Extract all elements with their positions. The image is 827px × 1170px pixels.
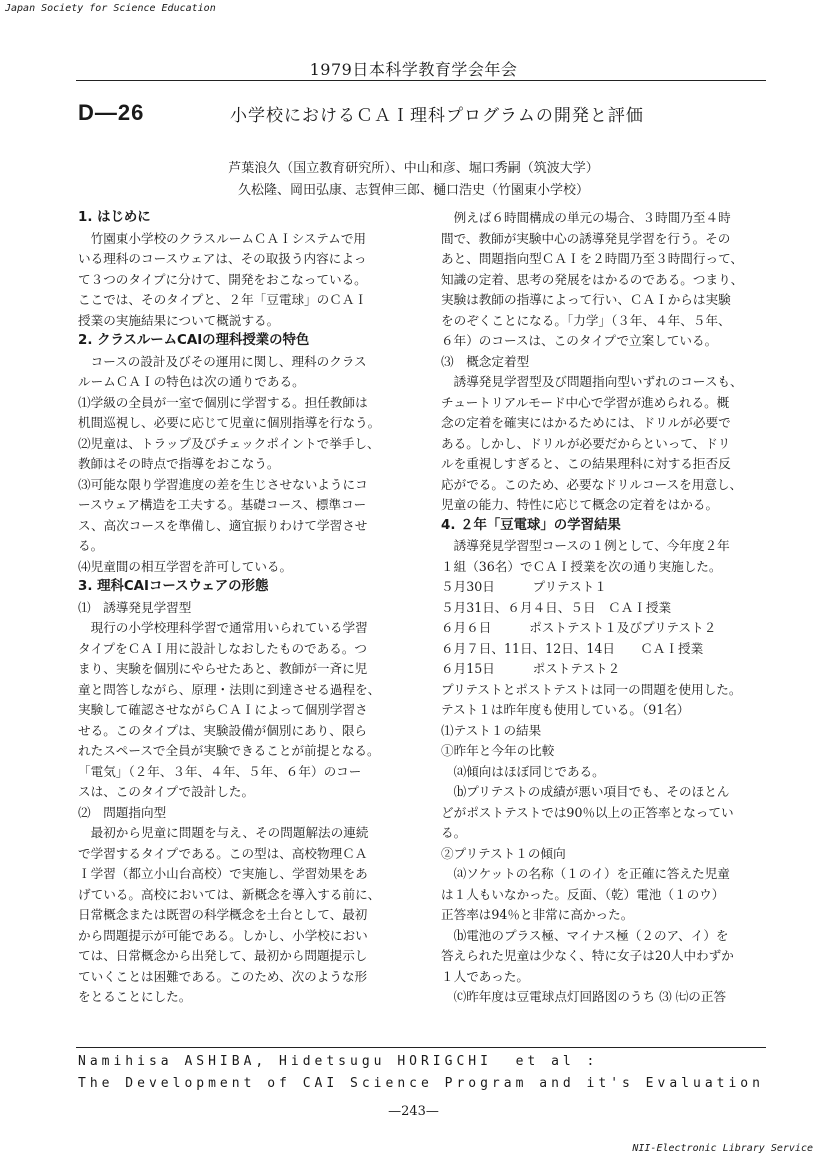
left-column — [78, 208, 423, 1008]
text-line: 正答率は94％と非常に高かった。 — [441, 907, 634, 922]
text-line: まり、実験を個別にやらせたあと、教師が一斉に児 — [78, 661, 368, 676]
text-line: プリテストとポストテストは同一の問題を使用した。 — [441, 681, 742, 697]
right-column — [441, 208, 781, 1008]
text-line: ルームＣＡＩの特色は次の通りである。 — [78, 374, 305, 389]
conference-title: 1979日本科学教育学会年会 — [309, 60, 518, 79]
text-line: １組（36名）でＣＡＩ授業を次の通り実施した。 — [441, 558, 722, 574]
text-line: をとることにした。 — [78, 989, 192, 1004]
text-line: ていくことは困難である。このため、次のような形 — [78, 968, 368, 984]
text-line: ルを重視しすぎると、この結果理科に対する拒否反 — [441, 456, 731, 471]
text-line: 答えられた児童は少なく、特に女子は20人中わずか — [441, 948, 734, 963]
text-line: ⒝プリテストの成績が悪い項目でも、そのほとん — [441, 784, 730, 799]
text-line: スは、このタイプで設計した。 — [78, 784, 255, 799]
text-line: ①昨年と今年の比較 — [441, 743, 555, 758]
paper-title: 小学校におけるＣＡＩ理科プログラムの開発と評価 — [230, 106, 644, 126]
text-line: 応がでる。このため、必要なドリルコースを用意し、 — [441, 476, 743, 492]
text-line: ス、高次コースを準備し、適宜振りわけて学習させ — [78, 517, 368, 533]
text-line: 竹園東小学校のクラスルームＣＡＩシステムで用 — [78, 230, 367, 246]
text-line: 間で、教師が実験中心の誘導発見学習を行う。その — [441, 230, 731, 246]
text-line: 念の定着を確実にはかるためには、ドリルが必要で — [441, 415, 731, 430]
text-line: ⒞昨年度は豆電球点灯回路図のうち ⑶ ㈦の正答 — [441, 989, 727, 1004]
text-line: コースの設計及びその運用に関し、理科のクラス — [78, 353, 367, 369]
text-line: せる。このタイプは、実験設備が個別にあり、限ら — [78, 722, 368, 738]
text-line: ⑴テスト１の結果 — [441, 722, 542, 738]
text-line: 机間巡視し、必要に応じて児童に個別指導を行なう。 — [78, 415, 381, 430]
text-line: ースウェア構造を工夫する。基礎コース、標準コー — [78, 497, 367, 512]
section-heading: 2. クラスルームCAIの理科授業の特色 — [78, 333, 310, 348]
text-line: て３つのタイプに分けて、開発をおこなっている。 — [78, 271, 367, 287]
text-line: 授業の実施結果について概説する。 — [78, 312, 280, 328]
text-line: ⒜傾向はほぼ同じである。 — [441, 763, 605, 779]
text-line: は１人もいなかった。反面、（乾）電池（１のウ） — [441, 886, 725, 902]
text-line: ては、日常概念から出発して、最初から問題提示し — [78, 948, 368, 963]
text-line: １人であった。 — [441, 968, 530, 984]
authors-line-1: 芦葉浪久（国立教育研究所）、中山和彦、堀口秀嗣（筑波大学） — [228, 161, 599, 176]
text-line: ここでは、そのタイプと、２年「豆電球」のＣＡＩ — [78, 292, 368, 307]
text-line: ⑶ 概念定着型 — [441, 353, 530, 369]
text-line: ⑴ 誘導発見学習型 — [78, 599, 192, 615]
text-line: タイプをＣＡＩ用に設計しなおしたものである。つ — [78, 640, 368, 656]
text-line: 実験して確認させながらＣＡＩによって個別学習さ — [78, 702, 368, 717]
text-line: 童と問答しながら、原理・法則に到達させる過程を、 — [78, 681, 381, 697]
section-heading: 1. はじめに — [78, 210, 151, 225]
text-line: 例えば６時間構成の単元の場合、３時間乃至４時 — [441, 210, 731, 225]
section-heading: 3. 理科CAIコースウェアの形態 — [78, 579, 269, 594]
text-line: ６月15日 ポストテスト２ — [441, 661, 621, 676]
section-heading: 4. ２年「豆電球」の学習結果 — [441, 517, 621, 533]
text-line: ６月７日、11日、12日、14日 ＣＡＩ授業 — [441, 640, 704, 656]
text-line: どがポストテストでは90％以上の正答率となってい — [441, 804, 734, 820]
text-line: ⑵児童は、トラップ及びチェックポイントで挙手し、 — [78, 435, 380, 451]
text-line: 最初から児童に問題を与え、その問題解法の連続 — [78, 825, 369, 840]
text-line: 日常概念または既習の科学概念を土台として、最初 — [78, 907, 368, 922]
text-line: Ｉ学習（都立小山台高校）で実施し、学習効果をあ — [78, 866, 368, 881]
text-line: る。 — [441, 825, 467, 840]
text-line: ②プリテスト１の傾向 — [441, 845, 566, 861]
text-line: 知識の定着、思考の発展をはかるのである。つまり、 — [441, 271, 744, 287]
text-line: ⒝電池のプラス極、マイナス極（２のア、イ）を — [441, 927, 729, 943]
text-line: ⒜ソケットの名称（１のイ）を正確に答えた児童 — [441, 866, 730, 881]
text-line: 誘導発見学習型コースの１例として、今年度２年 — [441, 538, 730, 553]
paper-code: D—26 — [78, 100, 145, 125]
text-line: れたスペースで全員が実験できることが前提となる。 — [78, 743, 380, 758]
text-line: から問題提示が可能である。しかし、小学校におい — [78, 927, 368, 943]
text-line: ⑵ 問題指向型 — [78, 804, 167, 820]
header-rule — [76, 80, 766, 81]
text-line: あと、問題指向型ＣＡＩを２時間乃至３時間行って、 — [441, 251, 743, 266]
text-line: げている。高校においては、新概念を導入する前に、 — [78, 886, 381, 902]
text-line: ５月30日 プリテスト１ — [441, 579, 607, 594]
text-line: で学習するタイプである。この型は、高校物理ＣＡ — [78, 845, 368, 861]
footer-rule — [76, 1047, 766, 1048]
text-line: 誘導発見学習型及び問題指向型いずれのコースも、 — [441, 374, 743, 389]
text-line: ⑴学級の全員が一室で個別に学習する。担任教師は — [78, 394, 368, 410]
page-number: —243— — [388, 1104, 439, 1119]
text-line: 現行の小学校理科学習で通常用いられている学習 — [78, 620, 368, 635]
text-line: チュートリアルモード中心で学習が進められる。概 — [441, 394, 730, 410]
text-line: いる理科のコースウェアは、その取扱う内容によっ — [78, 251, 367, 266]
text-line: をのぞくことになる。「力学」（３年、４年、５年、 — [441, 312, 731, 328]
text-line: ある。しかし、ドリルが必要だからといって、ドリ — [441, 435, 731, 451]
english-title: The Development of CAI Science Program and it's Evaluation — [78, 1076, 764, 1091]
text-line: 児童の能力、特性に応じて概念の定着をはかる。 — [441, 497, 719, 512]
text-line: ⑶可能な限り学習進度の差を生じさせないようにコ — [78, 476, 368, 492]
text-line: 「電気」（２年、３年、４年、５年、６年）のコー — [78, 763, 362, 779]
text-line: ６月６日 ポストテスト１及びプリテスト２ — [441, 620, 717, 635]
text-line: ５月31日、６月４日、５日 ＣＡＩ授業 — [441, 599, 672, 615]
text-line: 教師はその時点で指導をおこなう。 — [78, 456, 280, 471]
society-header: Japan Society for Science Education — [5, 3, 216, 14]
authors-line-2: 久松隆、岡田弘康、志賀伸三郎、樋口浩史（竹園東小学校） — [237, 183, 589, 198]
text-line: る。 — [78, 538, 104, 553]
text-line: ６年）のコースは、このタイプで立案している。 — [441, 333, 718, 348]
library-service-footer: NII-Electronic Library Service — [632, 1143, 813, 1154]
text-line: 実験は教師の指導によって行い、ＣＡＩからは実験 — [441, 292, 731, 307]
text-line: ⑷児童間の相互学習を許可している。 — [78, 558, 293, 574]
english-authors: Namihisa ASHIBA, Hidetsugu HORIGCHI et al : — [78, 1054, 599, 1069]
text-line: テスト１は昨年度も使用している。（91名） — [441, 702, 690, 717]
